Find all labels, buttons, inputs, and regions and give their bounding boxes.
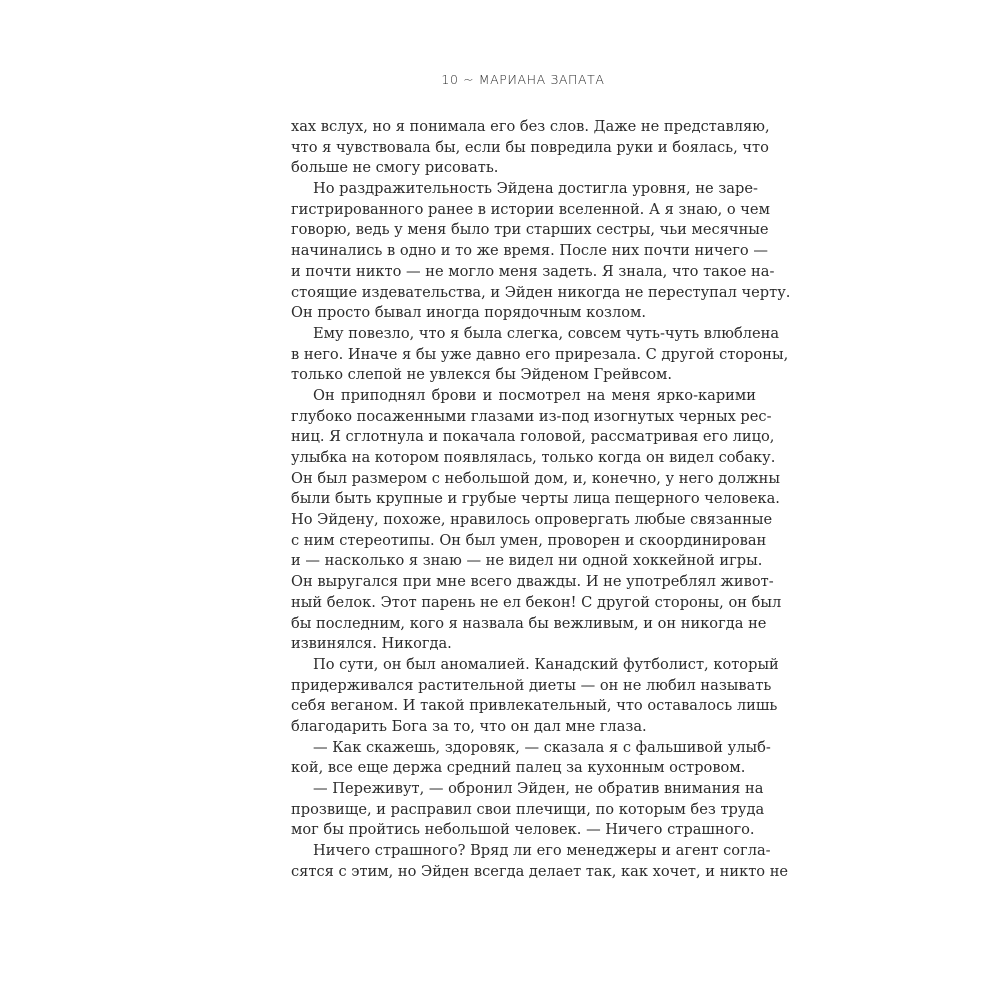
text-line: что я чувствовала бы, если бы повредила руки и боялась, что [291,138,769,156]
text-line: кой, все еще держа средний палец за кухонным островом. [291,759,746,777]
text-line: в него. Иначе я бы уже давно его прирезала. С другой стороны, [291,345,789,363]
running-header: 10 ~ МАРИАНА ЗАПАТА [441,72,605,87]
text-line: и почти никто — не могло меня задеть. Я знала, что такое на- [291,262,775,280]
text-line: глубоко посаженными глазами из-под изогнутых черных рес- [291,407,772,425]
text-line: стоящие издевательства, и Эйден никогда не переступал черту. [291,283,791,301]
text-line: придерживался растительной диеты — он не любил называть [291,676,772,694]
text-line: были быть крупные и грубые черты лица пещерного человека. [291,490,780,508]
text-line: и — насколько я знаю — не видел ни одной хоккейной игры. [291,552,763,570]
text-line: ный белок. Этот парень не ел бекон! С другой стороны, он был [291,593,782,611]
text-line: Ему повезло, что я была слегка, совсем чуть-чуть влюблена [313,324,780,342]
text-line: По сути, он был аномалией. Канадский футболист, который [313,655,779,673]
text-line: говорю, ведь у меня было три старших сестры, чьи месячные [291,221,769,239]
text-line: мог бы пройтись небольшой человек. — Ничего страшного. [291,821,755,839]
text-line: Он просто бывал иногда порядочным козлом. [291,304,647,322]
text-line: прозвище, и расправил свои плечищи, по которым без труда [291,800,765,818]
text-line: гистрированного ранее в истории вселенной. А я знаю, о чем [291,200,770,218]
body-text [291,117,791,882]
text-line: Он был размером с небольшой дом, и, конечно, у него должны [291,469,781,487]
text-line: с ним стереотипы. Он был умен, проворен и скоординирован [291,531,767,549]
text-line: сятся с этим, но Эйден всегда делает так, как хочет, и никто не [291,862,789,880]
text-line: Но Эйдену, похоже, нравилось опровергать любые связанные [291,511,773,529]
text-line: Но раздражительность Эйдена достигла уровня, не заре- [313,180,758,198]
text-line: улыбка на котором появлялась, только когда он видел собаку. [291,449,776,466]
text-line: извинялся. Никогда. [291,635,452,653]
text-line: благодарить Бога за то, что он дал мне глаза. [291,717,647,735]
text-line: ниц. Я сглотнула и покачала головой, рассматривая его лицо, [291,428,775,446]
text-line: только слепой не увлекся бы Эйденом Грейвсом. [291,366,673,384]
text-line: Ничего страшного? Вряд ли его менеджеры и агент согла- [313,842,771,860]
text-line: бы последним, кого я назвала бы вежливым, и он никогда не [291,614,767,632]
text-line: — Как скажешь, здоровяк, — сказала я с фальшивой улыб- [313,738,771,756]
text-line: Он выругался при мне всего дважды. И не употреблял живот- [291,573,774,591]
text-line: себя веганом. И такой привлекательный, что оставалось лишь [291,697,778,715]
text-line: больше не смогу рисовать. [291,159,499,177]
text-line: — Переживут, — обронил Эйден, не обратив внимания на [313,780,764,797]
text-line: Он приподнял брови и посмотрел на меня ярко-карими [313,386,756,404]
text-line: начинались в одно и то же время. После них почти ничего — [291,242,768,260]
text-line: хах вслух, но я понимала его без слов. Даже не представляю, [291,118,770,135]
